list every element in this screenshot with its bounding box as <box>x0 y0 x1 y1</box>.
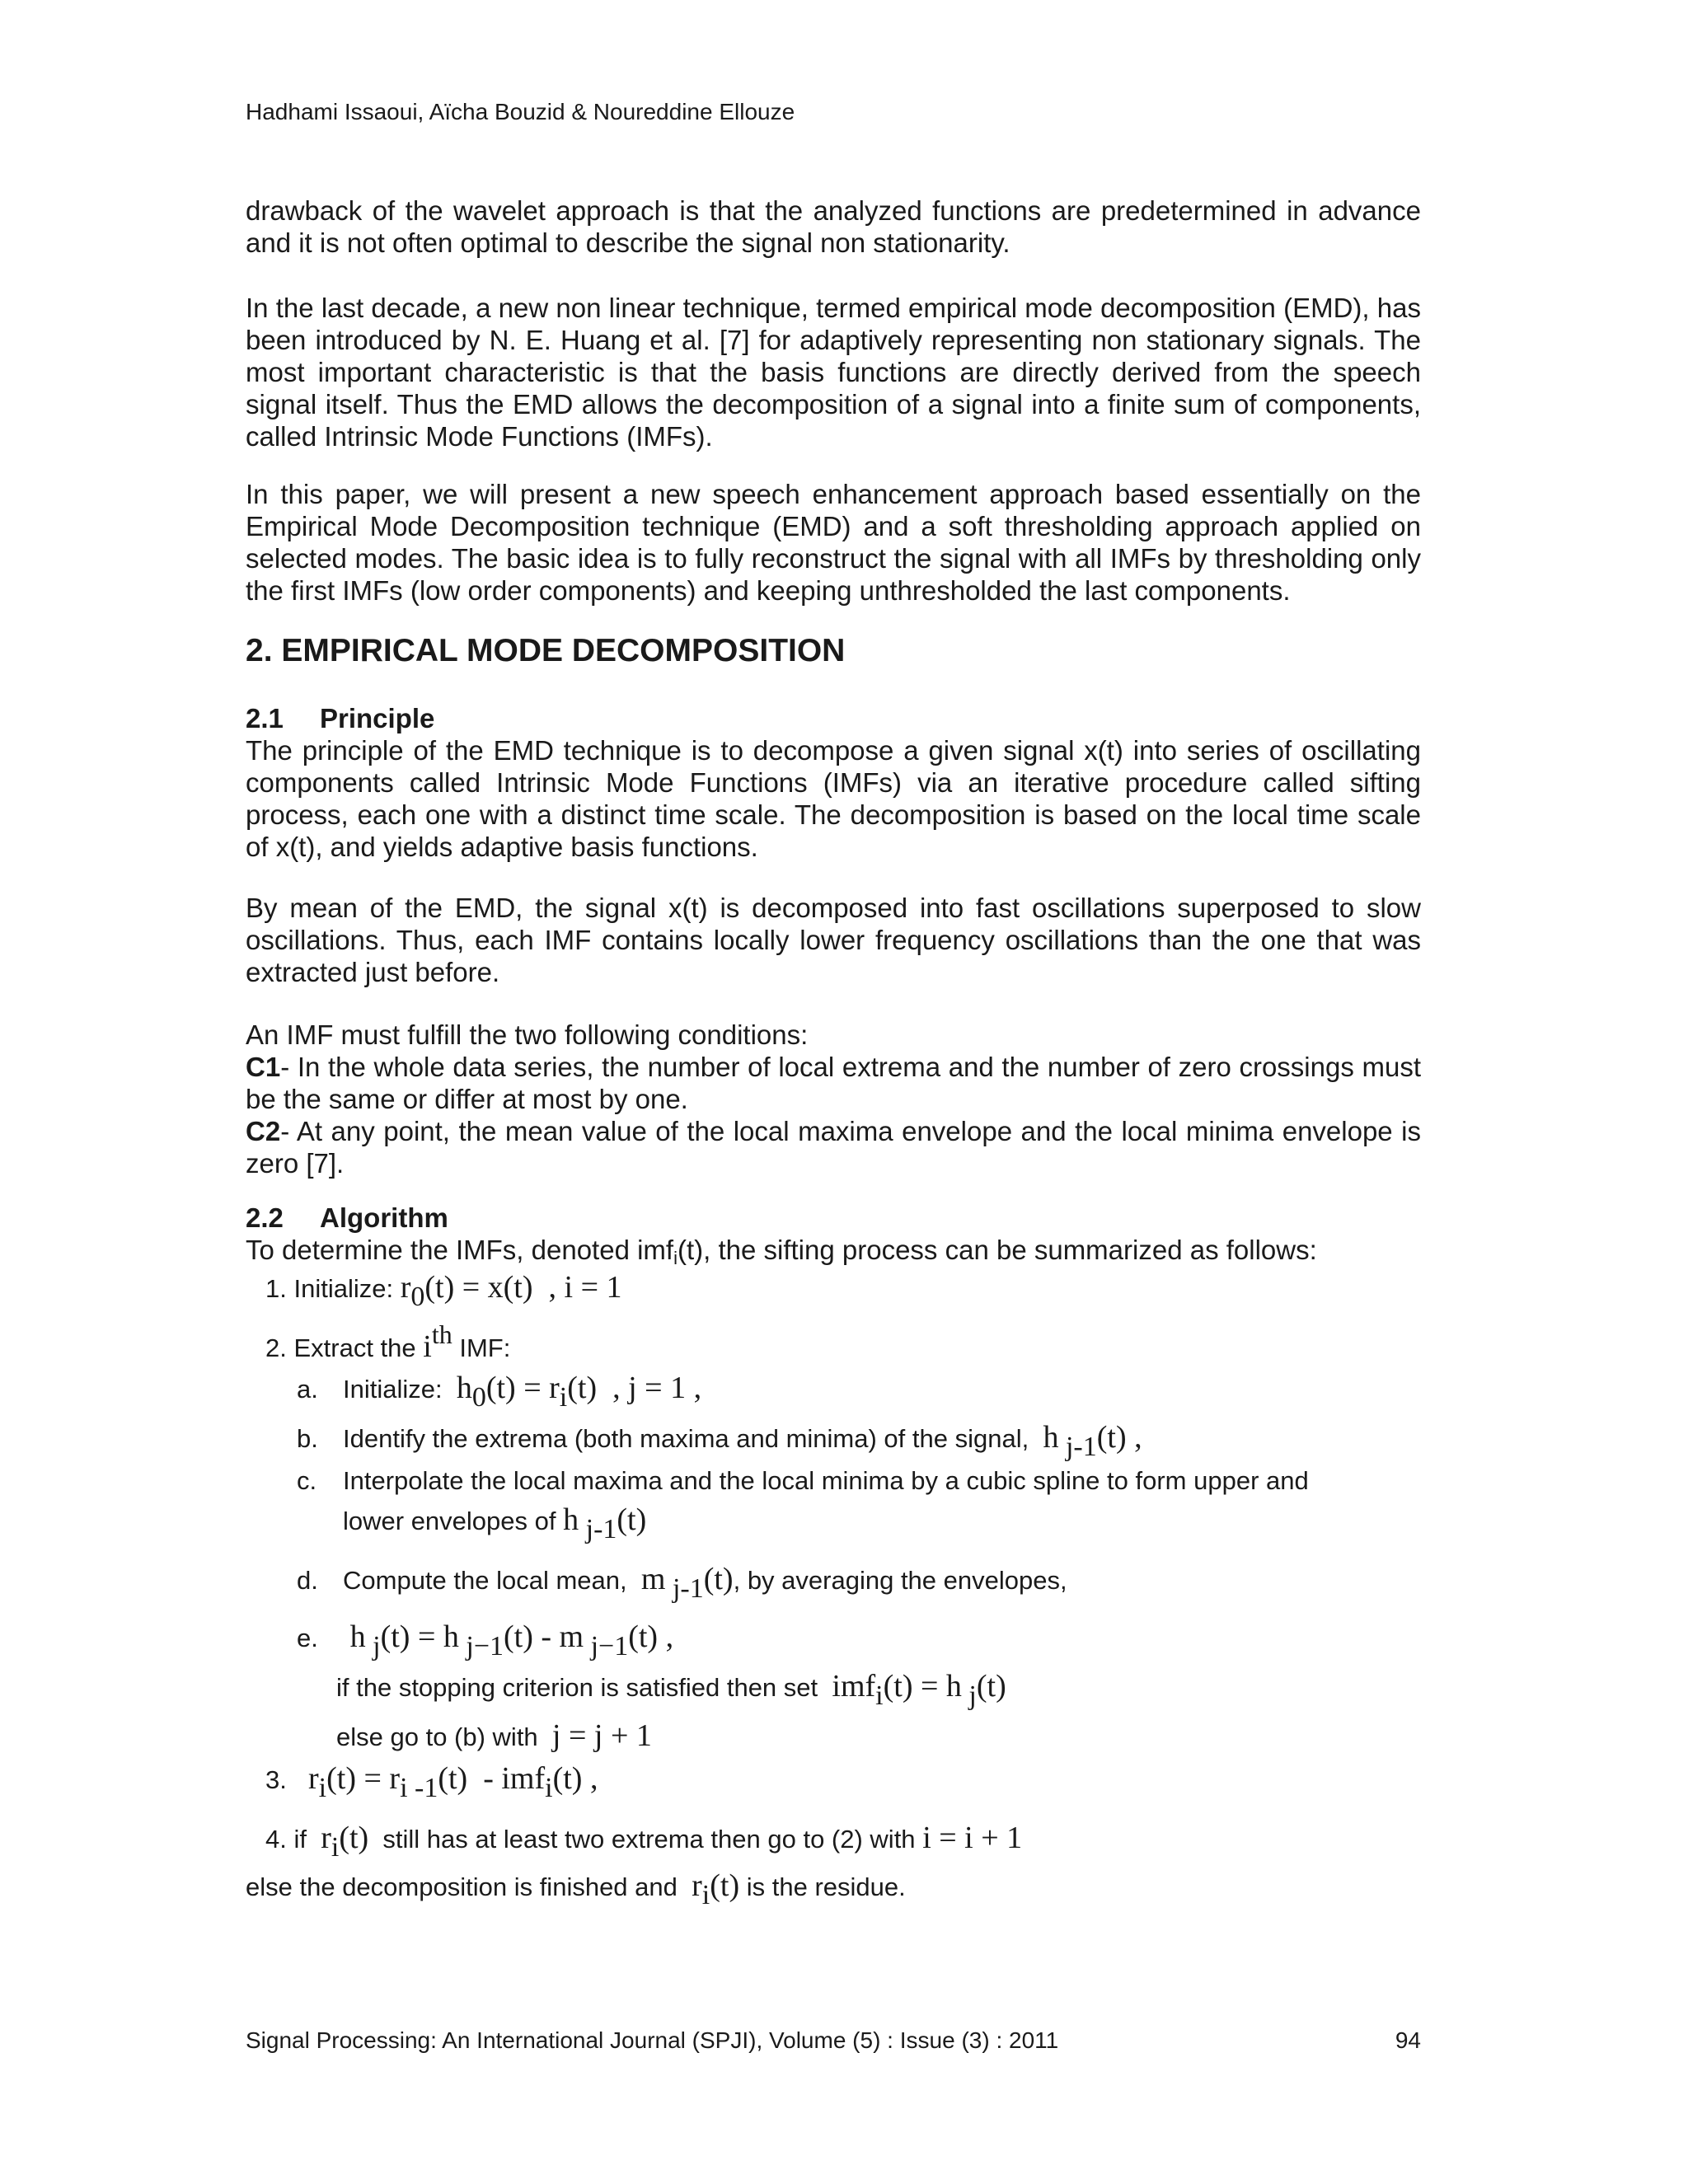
section-title-emd: 2. EMPIRICAL MODE DECOMPOSITION <box>246 633 846 668</box>
subsection-number: 2.2 <box>246 1202 284 1233</box>
algorithm-step-2d: d. Compute the local mean, m $_{j-1}$(t), by averaging the envelopes, <box>297 1562 1067 1604</box>
subsection-name: Principle <box>320 703 435 733</box>
algorithm-step-2c: c. Interpolate the local maxima and the local minima by a cubic spline to form upper and <box>297 1466 1309 1495</box>
conditions-intro: An IMF must fulfill the two following conditions: <box>246 1019 809 1050</box>
stopping-criterion-line: if the stopping criterion is satisfied then set imf$_i$(t) = h $_j$(t) <box>336 1669 1006 1711</box>
equation-residue: $r_i(t)$ <box>692 1868 740 1910</box>
algorithm-step-2a: a. Initialize: $h_0(t) = r_i(t)$ , j = 1 , <box>297 1371 702 1413</box>
subsection-name: Algorithm <box>320 1202 448 1233</box>
condition-c2-label: C2 <box>246 1116 281 1146</box>
subsection-number: 2.1 <box>246 703 284 733</box>
condition-c1-label: C1 <box>246 1052 281 1082</box>
equation-step-1: $r_0(t) = x(t)$ , i = 1 <box>400 1270 622 1312</box>
subsection-title-principle <box>246 702 434 734</box>
algorithm-step-2b: b. Identify the extrema (both maxima and minima) of the signal, h $_{j-1}$(t) , <box>297 1420 1142 1462</box>
paragraph-imf-conditions <box>246 1019 1421 1179</box>
condition-c1-text: - In the whole data series, the number of local extrema and the number of zero crossings must be the same or differ at most by one. <box>246 1052 1421 1114</box>
algorithm-step-3: 3. $r_i(t) = r_{i -1}(t) - imf_i(t)$ , <box>265 1761 598 1803</box>
equation-step-4-ri: $r_i(t)$ <box>321 1821 369 1863</box>
page-footer <box>246 2026 1421 2055</box>
equation-i-increment: i = i + 1 <box>922 1821 1023 1855</box>
algorithm-step-2c-cont: lower envelopes of h $_{j-1}$(t) <box>343 1502 647 1544</box>
document-page <box>246 0 1421 2184</box>
equation-step-2c: h $_{j-1}$(t) <box>563 1502 647 1544</box>
paragraph-wavelet-drawback: drawback of the wavelet approach is that the analyzed functions are predetermined in advance and it is not often optimal to describe the signal non stationarity. <box>246 195 1421 258</box>
algorithm-step-2e: e. h $_j$(t) = h $_{j-1}$(t) - m $_{j-1}$(t) , <box>297 1619 674 1661</box>
equation-step-2d: m $_{j-1}$(t) <box>640 1562 734 1604</box>
algorithm-step-4: 4. if $r_i(t)$ still has at least two extrema then go to (2) with i = i + 1 <box>265 1821 1023 1863</box>
equation-j-increment: j = j + 1 <box>551 1718 652 1753</box>
running-header-authors: Hadhami Issaoui, Aïcha Bouzid & Noureddine Ellouze <box>246 99 795 124</box>
equation-step-2b: h $_{j-1}$(t) , <box>1043 1420 1142 1462</box>
algorithm-step-2: 2. Extract the $i^{th}$ IMF: <box>265 1319 511 1364</box>
page-number: 94 <box>1395 2027 1421 2053</box>
paragraph-emd-introduction: In the last decade, a new non linear technique, termed empirical mode decomposition (EMD), has been introduced by N. E. Huang et al. [7] for adaptively representing non stationary signals. The most important characteristic is that the basis functions are directly derived from the speech signal itself. Thus the EMD allows the decomposition of a signal into a finite sum of components, called Intrinsic Mode Functions (IMFs). <box>246 293 1421 452</box>
equation-imf-assign: imf$_i$(t) = h $_j$(t) <box>832 1669 1006 1711</box>
equation-step-3: $r_i(t) = r_{i -1}(t) - imf_i(t)$ , <box>308 1761 598 1803</box>
paragraph-paper-approach: In this paper, we will present a new speech enhancement approach based essentially on the Empirical Mode Decomposition technique (EMD) and a soft thresholding approach applied on selected modes. The basic idea is to fully reconstruct the signal with all IMFs by thresholding only the first IMFs (low order components) and keeping unthresholded the last components. <box>246 479 1421 606</box>
paragraph-emd-oscillations: By mean of the EMD, the signal x(t) is decomposed into fast oscillations superposed to slow oscillations. Thus, each IMF contains locally lower frequency oscillations than the one that was extracted just before. <box>246 893 1421 987</box>
else-goto-line: else go to (b) with j = j + 1 <box>336 1718 652 1753</box>
equation-step-2a: $h_0(t) = r_i(t)$ , j = 1 , <box>456 1371 702 1413</box>
paragraph-emd-principle: The principle of the EMD technique is to decompose a given signal x(t) into series of oscillating components called Intrinsic Mode Functions (IMFs) via an iterative procedure called sifting process, each one with a distinct time scale. The decomposition is based on the local time scale of x(t), and yields adaptive basis functions. <box>246 735 1421 862</box>
condition-c2-text: - At any point, the mean value of the local maxima envelope and the local minima envelope is zero [7]. <box>246 1116 1421 1179</box>
subsection-title-algorithm <box>246 1202 448 1234</box>
algorithm-intro: To determine the IMFs, denoted imfi(t), the sifting process can be summarized as follows: <box>246 1235 1317 1268</box>
equation-step-2e: h $_j$(t) = h $_{j-1}$(t) - m $_{j-1}$(t) , <box>349 1619 674 1661</box>
algorithm-step-1: 1. Initialize: $r_0(t) = x(t)$ , i = 1 <box>265 1270 622 1312</box>
algorithm-end-line: else the decomposition is finished and $r_i(t)$ is the residue. <box>246 1868 906 1910</box>
footer-journal: Signal Processing: An International Journal (SPJI), Volume (5) : Issue (3) : 2011 <box>246 2027 1059 2053</box>
